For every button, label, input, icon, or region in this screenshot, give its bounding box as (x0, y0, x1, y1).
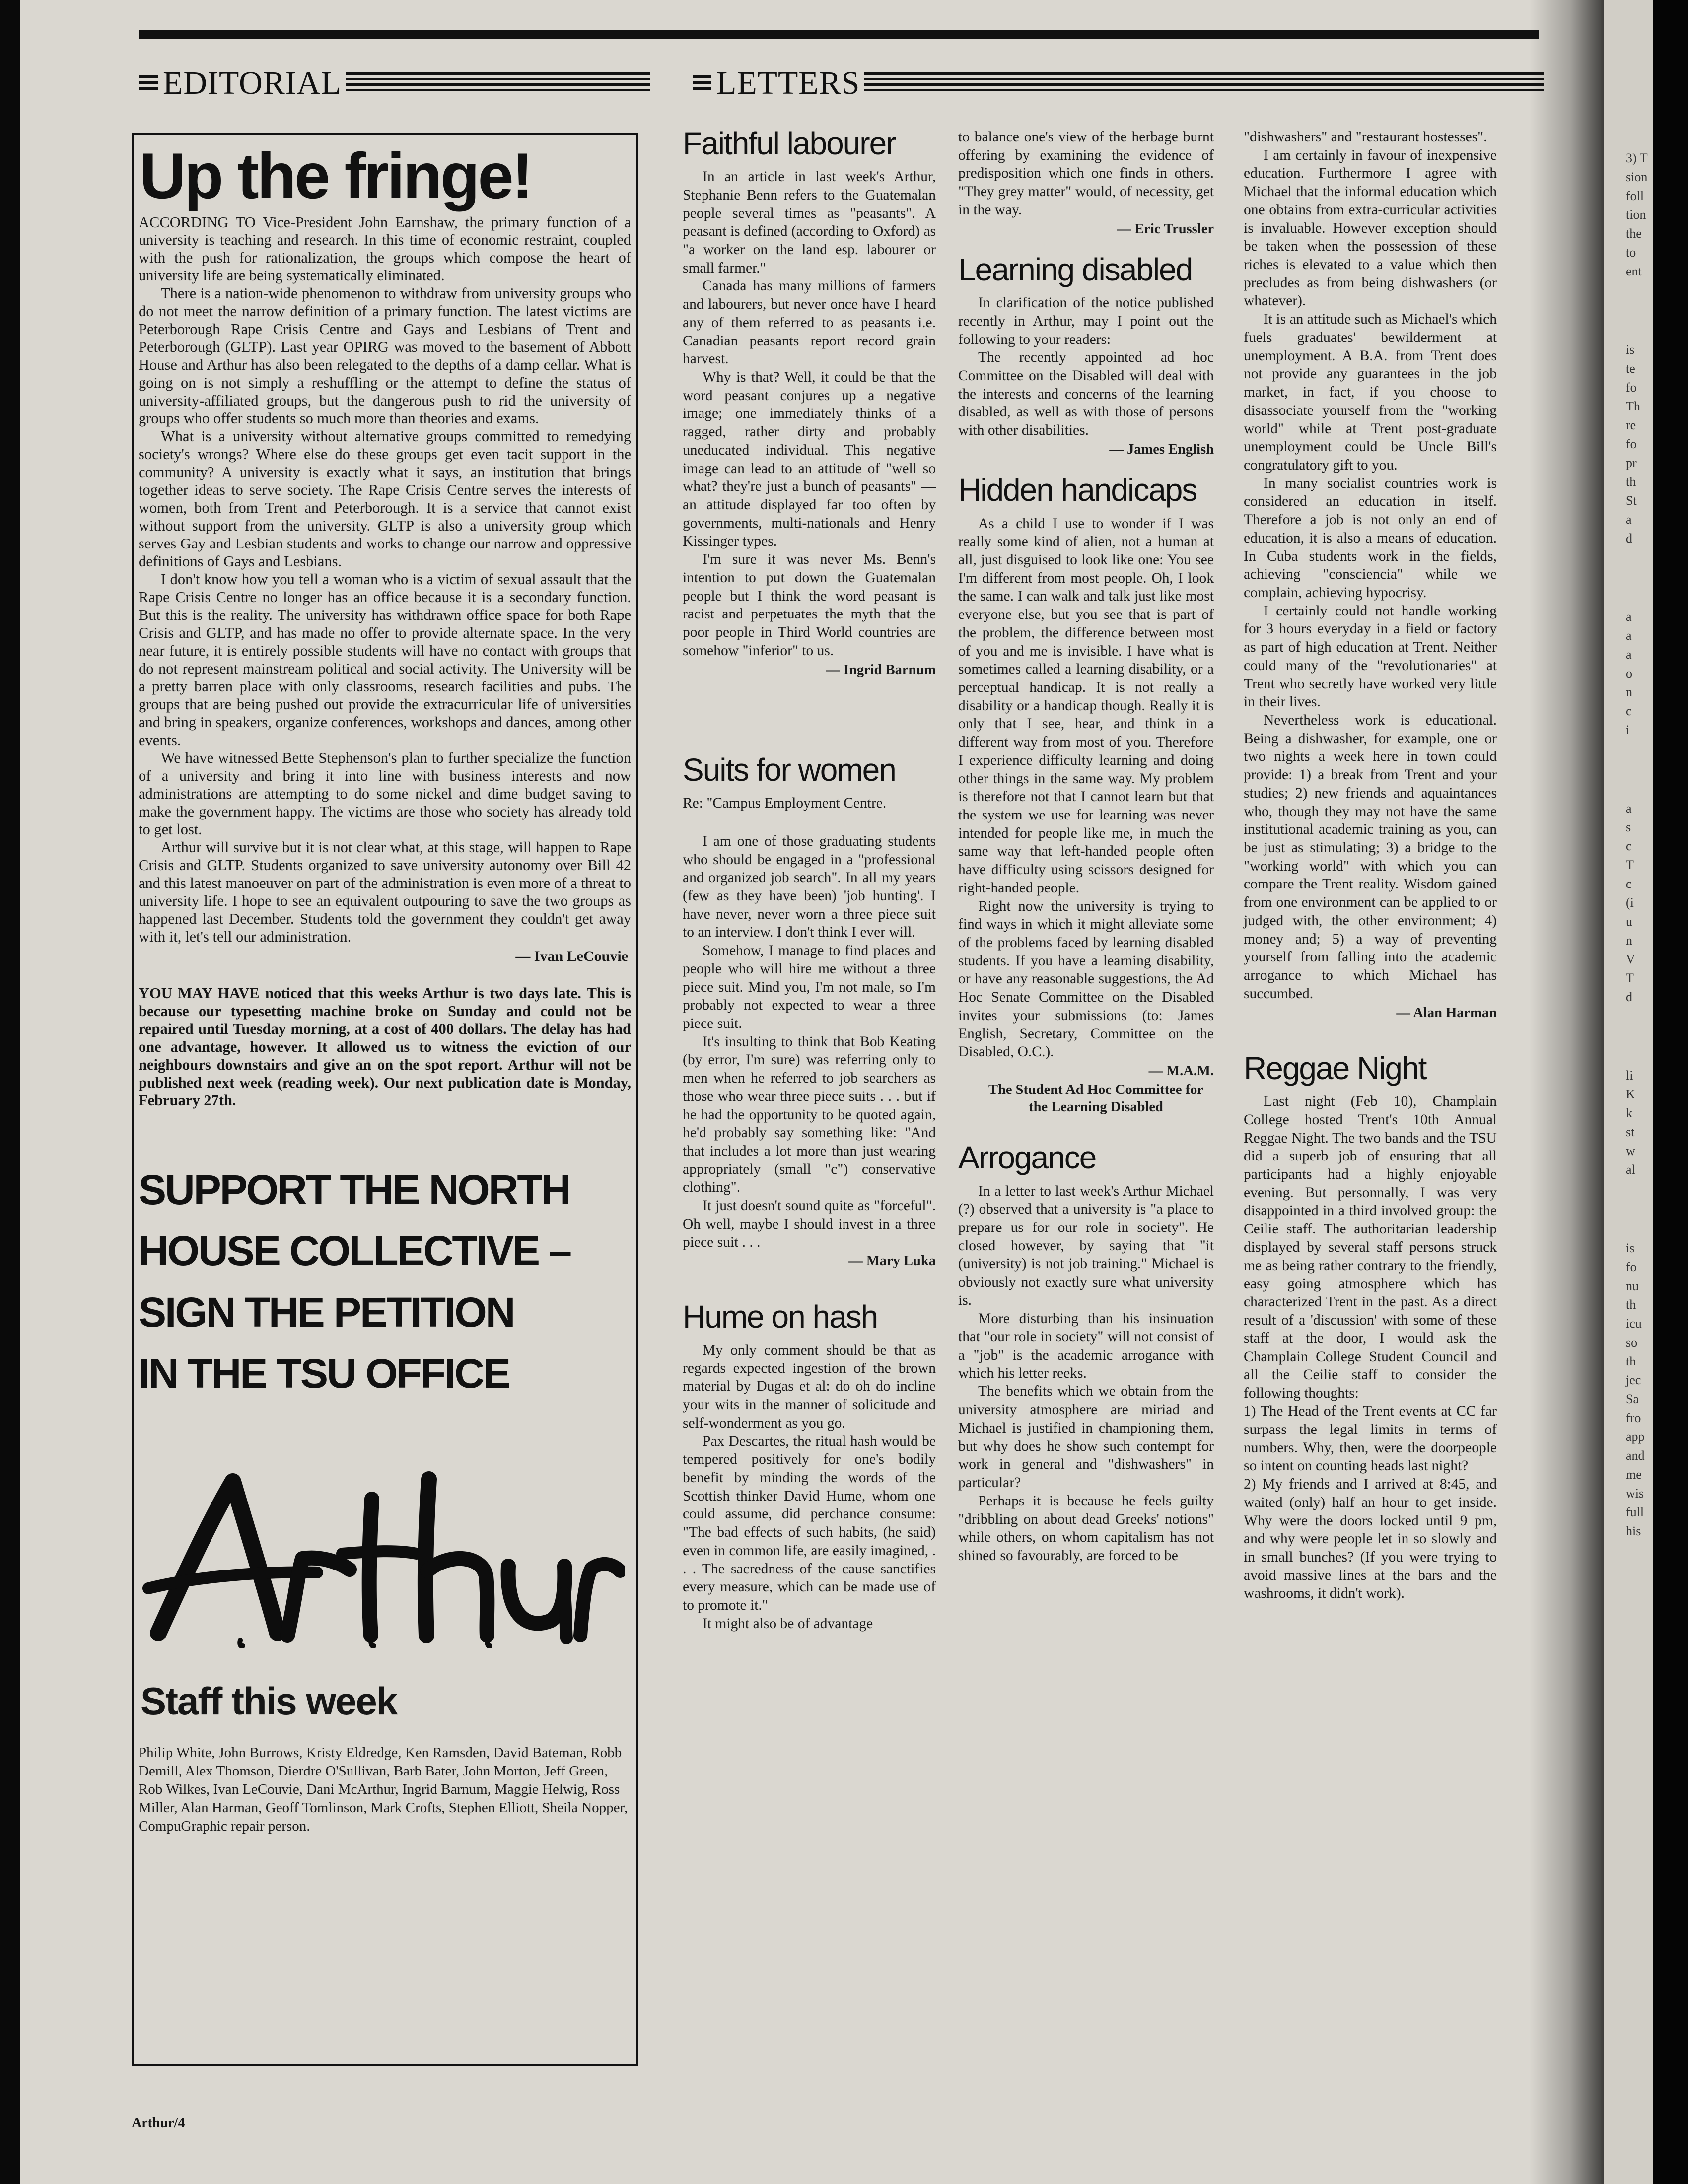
editorial-paragraph: We have witnessed Bette Stephenson's plan to further specialize the function of a university and bring it into line with business interests and now administrations are attempting to do some nickel and dime budget saving to make the government happy. The victims are those who society has already told to get lost. (139, 750, 631, 838)
letter-paragraph: 1) The Head of the Trent events at CC far surpass the legal limits in terms of numbers. Why, then, were the doorpeople so intent on counting heads last night? (1244, 1403, 1497, 1474)
letter-paragraph: As a child I use to wonder if I was really some kind of alien, not a human at all, just disguised to look like one: You see I'm different from most people. Oh, I look the same. I can walk and talk just like most everyone else, but you see that is part of the problem, the difference between most of you and me is invisible. I have what is sometimes called a learning disability, or a perceptual handicap. It is not really a disability or a handicap though. Really it is only that I see, hear, and think in a different way from most of you. Therefore I experience difficulty learning and doing other things in the same way. My problem is therefore not that I cannot learn but that the system we use for learning was never intended for people like me, in much the same way that left-handed people often have difficulty using scissors designed for right-handed people. (958, 515, 1214, 896)
letters-label: LETTERS (716, 65, 860, 101)
letter-paragraph: It might also be of advantage (703, 1615, 873, 1632)
adjacent-page-fragment: fro (1626, 1411, 1641, 1425)
adjacent-page-fragment: fo (1626, 1260, 1637, 1274)
page-fold-shadow (1529, 0, 1604, 2184)
staff-title: Staff this week (141, 1679, 397, 1723)
scan-edge (1653, 0, 1688, 2184)
letter-signature: — James English (1109, 441, 1214, 457)
adjacent-page-fragment: n (1626, 685, 1632, 699)
letter-paragraph: to balance one's view of the herbage burnt offering by examining the evidence of predisposition which one finds in others. "They grey matter" would, of necessity, get in the way. (958, 129, 1214, 218)
staff-list: Philip White, John Burrows, Kristy Eldredge, Ken Ramsden, David Bateman, Robb Demill, Alex Thomson, Dierdre O'Sullivan, Barb Bater, John Morton, Jeff Green, Rob Wilkes, Ivan LeCouvie, Dani McArthur, Ingrid Barnum, Maggie Helwig, Ross Miller, Alan Harman, Geoff Tomlinson, Mark Crofts, Stephen Elliott, Sheila Nopper, CompuGraphic repair person. (139, 1744, 628, 1835)
letter-paragraph: Canada has many millions of farmers and labourers, but never once have I heard any of them referred to as peasants i.e. Canadian peasants report record grain harvest. (683, 278, 936, 367)
letter-title: Reggae Night (1244, 1050, 1426, 1086)
adjacent-page-fragment: ent (1626, 264, 1642, 278)
letter-paragraph: In clarification of the notice published recently in Arthur, may I point out the following to your readers: (958, 295, 1214, 347)
letter-paragraph: My only comment should be that as regards expected ingestion of the brown material by Dugas et al: do oh do incline your wits in the manner of solicitude and self-wonderment as you go. (683, 1342, 936, 1431)
letter-paragraph: Somehow, I manage to find places and people who will hire me without a three piece suit. Mind you, I'm not male, so I'm probably not expected to wear a three piece suit. (683, 943, 936, 1031)
adjacent-page-fragment: c (1626, 877, 1632, 891)
adjacent-page-fragment: a (1626, 610, 1632, 624)
adjacent-page-fragment: me (1626, 1467, 1642, 1482)
letter-title: Hume on hash (683, 1298, 878, 1335)
petition-notice (139, 1160, 631, 1405)
letter-paragraph: It's insulting to think that Bob Keating (by error, I'm sure) was referring only to men when he referred to job searchers as those who wear three piece suits . . . but if he had the opportunity to be quoted again, he'd probably say something like: "And that includes a lot more than just wearing appropriately (small "c") conservative clothing". (683, 1033, 936, 1196)
letter-paragraph: Nevertheless work is educational. Being a dishwasher, for example, one or two nights a week here in town could provide: 1) a break from Trent and your studies; 2) new friends and aquaintances who, though they may not have the same institutional academic training as you, can be just as stimulating; 3) a bridge to the "working world" with which you can compare the Trent reality. Wisdom gained from one environment can be applied to or judged with, the other environment; 4) money and; 5) a way of preventing yourself from falling into the academic arrogance to which Michael has succumbed. (1244, 712, 1497, 1002)
adjacent-page-fragment: th (1626, 475, 1636, 489)
adjacent-page-fragment: full (1626, 1505, 1644, 1519)
letter-paragraph: The recently appointed ad hoc Committee on the Disabled will deal with the interests and concerns of the learning disabled, as well as with those of persons with other disabilities. (958, 349, 1214, 439)
adjacent-page-text (1626, 149, 1648, 1541)
letter-paragraph: 2) My friends and I arrived at 8:45, and waited (only) half an hour to get inside. Why were the doors locked until 9 pm, and why were people let in so slowly and in small bunches? (If you were trying to avoid massive lines at the bars and the washrooms, it didn't work). (1244, 1476, 1497, 1602)
adjacent-page-fragment: a (1626, 628, 1632, 643)
adjacent-page-fragment: St (1626, 493, 1637, 508)
arthur-logo-text (625, 1469, 626, 1470)
letter-title: Hidden handicaps (958, 472, 1197, 508)
adjacent-page-fragment: V (1626, 952, 1635, 966)
editorial-body (139, 214, 631, 946)
editorial-paragraph: What is a university without alternative groups committed to remedying society's wrongs? Where else do these groups get even tacit support in the community? A university is exactly what it says, an institution that brings together ideas to serve society. The Rape Crisis Centre serves the interests of women, both from Trent and Peterborough. It is a service that cannot exist without support from the university. GLTP is also a university group which serves Gay and Lesbian students and works to change our narrow and oppressive definitions of Gays and Lesbians. (139, 428, 631, 570)
adjacent-page-fragment: so (1626, 1335, 1638, 1350)
petition-line: SIGN THE PETITION (139, 1289, 514, 1336)
header-rule-mark (139, 75, 158, 92)
adjacent-page-fragment: o (1626, 666, 1632, 681)
letters-column-3 (1244, 128, 1497, 1603)
editorial-signature: — Ivan LeCouvie (515, 948, 628, 964)
adjacent-page-fragment: i (1626, 723, 1630, 737)
letter-signature-committee: The Student Ad Hoc Committee for the Learning Disabled (988, 1082, 1203, 1115)
adjacent-page-fragment: pr (1626, 456, 1637, 470)
adjacent-page-fragment: to (1626, 245, 1636, 260)
adjacent-page-fragment: fo (1626, 380, 1637, 395)
letter-title: Arrogance (958, 1140, 1096, 1176)
letters-column-1 (683, 127, 936, 1633)
editorial-headline: Up the fringe! (140, 139, 531, 212)
editorial-paragraph: There is a nation-wide phenomenon to withdraw from university groups who do not meet the narrow definition of a primary function. The latest victims are Peterborough Rape Crisis Centre and Gays and Lesbians of Trent and Peterborough (GLTP). Last year OPIRG was moved to the basement of Abbott House and Arthur has also been relegated to the depths of a damp cellar. What is going on is not simply a reshuffling or the attempt to define the status of university-affiliated groups, but the dangerous push to rid the university of groups who offer students so much more than theories and exams. (139, 285, 631, 427)
adjacent-page-fragment: li (1626, 1068, 1633, 1083)
adjacent-page-fragment: c (1626, 839, 1632, 853)
letter-paragraph: Why is that? Well, it could be that the word peasant conjures up a negative image; one immediately thinks of a ragged, rather dirty and probably uneducated individual. This negative image can lead to an attitude of "well so what? they're just a bunch of peasants" — an attitude displayed far too often by governments, multi-nationals and Henry Kissinger types. (683, 369, 936, 549)
adjacent-page-fragment: K (1626, 1087, 1635, 1101)
adjacent-page-fragment: d (1626, 990, 1632, 1004)
letter-title: Learning disabled (958, 252, 1193, 288)
header-rule-lines (864, 72, 1544, 94)
adjacent-page-fragment: st (1626, 1125, 1635, 1139)
adjacent-page-fragment: 3) T (1626, 151, 1648, 165)
adjacent-page-fragment: is (1626, 342, 1635, 357)
letter-paragraph: It is an attitude such as Michael's which fuels graduates' bewilderment at unemployment. A B.A. from Trent does not provide any guarantees in the job market, in fact, if you choose to disassociate yourself from the "working world" while at Trent post-graduate unemployment could be Uncle Bill's congratulatory gift to you. (1244, 311, 1497, 473)
petition-line: SUPPORT THE NORTH (139, 1166, 570, 1213)
arthur-logo (139, 1469, 631, 1648)
letter-paragraph: Last night (Feb 10), Champlain College hosted Trent's 10th Annual Reggae Night. The two bands and the TSU did a superb job of ensuring that all participants had a highly enjoyable evening. But personnally, I was very disappointed in a third involved group: the Ceilie staff. The authoritarian leadership displayed by several staff persons struck me as being rather contrary to the friendly, easy going atmosphere which has characterized Trent in the past. As a direct result of a 'discussion' with some of these staff at the door, I would ask the Champlain College Student Council and all the Ceilie staff to consider the following thoughts: (1244, 1093, 1497, 1401)
letter-paragraph: Right now the university is trying to find ways in which it might alleviate some of the problems faced by learning disabled students. If you have a learning disability, or have any reasonable suggestions, the Ad Hoc Senate Committee on the Disabled invites your submissions (to: James English, Secretary, Committee on the Disabled, O.C.). (958, 898, 1214, 1060)
adjacent-page-fragment: a (1626, 801, 1632, 816)
letter-paragraph: I am certainly in favour of inexpensive education. Furthermore I agree with Michael that the informal education which one obtains from extra-curricular activities is invaluable. However exception should be taken when the possession of these riches is elevated to a value which then precludes as from being dishwashers (or whatever). (1244, 147, 1497, 309)
letter-signature: — Ingrid Barnum (826, 662, 936, 678)
adjacent-page-fragment: app (1626, 1430, 1645, 1444)
adjacent-page-fragment: the (1626, 226, 1642, 241)
adjacent-page-fragment: c (1626, 704, 1632, 718)
letter-paragraph: Pax Descartes, the ritual hash would be tempered positively for one's bodily benefit by minding the words of the Scottish thinker David Hume, whom one could assume, did perchance consume: "The bad effects of such habits, (he said) even in common life, are easily imagined, . . . The sacredness of the cause sanctifies every measure, which can be made use of to promote it." (683, 1433, 936, 1613)
letters-section-header (693, 64, 1544, 103)
petition-line: HOUSE COLLECTIVE – (139, 1228, 571, 1275)
letter-title: Suits for women (683, 751, 896, 788)
adjacent-page-fragment: n (1626, 933, 1632, 948)
adjacent-page-fragment: a (1626, 512, 1632, 527)
adjacent-page-fragment: s (1626, 820, 1631, 834)
letter-reference: Re: "Campus Employment Centre. (683, 795, 887, 812)
adjacent-page-fragment: th (1626, 1297, 1636, 1312)
adjacent-page-fragment: d (1626, 531, 1632, 546)
header-rule-mark (693, 75, 711, 92)
adjacent-page-fragment: re (1626, 418, 1636, 432)
adjacent-page-fragment: te (1626, 361, 1635, 376)
letter-title: Faithful labourer (683, 126, 896, 161)
letter-paragraph: I'm sure it was never Ms. Benn's intention to put down the Guatemalan people but I think the word peasant is racist and perpetuates the myth that the poor people in Third World countries are somehow "inferior" to us. (683, 551, 936, 659)
letter-paragraph: I am one of those graduating students who should be engaged in a "professional and organized job search". In all my years (few as they have been) 'job hunting'. I have never, never worn a three piece suit to an interview. I don't think I ever will. (683, 833, 936, 941)
letter-paragraph: In an article in last week's Arthur, Stephanie Benn refers to the Guatemalan people several times as "peasants". A peasant is defined (according to Oxford) as "a worker on the land esp. labourer or small farmer." (683, 169, 936, 276)
letter-signature: — Eric Trussler (1117, 221, 1214, 237)
adjacent-page-fragment: icu (1626, 1316, 1642, 1331)
adjacent-page-fragment: T (1626, 971, 1634, 985)
adjacent-page-fragment: tion (1626, 207, 1646, 222)
editorial-box (132, 133, 638, 2066)
adjacent-page-fragment: u (1626, 914, 1632, 929)
late-issue-notice: YOU MAY HAVE noticed that this weeks Arthur is two days late. This is because our typesetting machine broke on Sunday and could not be repaired until Tuesday morning, at a cost of 400 dollars. The delay has had one advantage, however. It allowed us to witness the eviction of our neighbours downstairs and give an on the spot report. Arthur will not be published next week (reading week). Our next publication date is Monday, February 27th. (139, 984, 631, 1109)
page-folio: Arthur/4 (132, 2116, 185, 2131)
arthur-logo-graphic (139, 1469, 625, 1648)
adjacent-page-fragment: jec (1626, 1373, 1641, 1387)
adjacent-page-fragment: al (1626, 1162, 1635, 1177)
top-rule (139, 30, 1539, 39)
letter-signature: — Alan Harman (1396, 1005, 1497, 1021)
adjacent-page-fragment: T (1626, 858, 1634, 872)
adjacent-page-fragment: foll (1626, 189, 1644, 203)
adjacent-page-fragment: w (1626, 1144, 1635, 1158)
editorial-section-header (139, 64, 650, 103)
adjacent-page-fragment: k (1626, 1106, 1632, 1120)
adjacent-page-fragment: and (1626, 1448, 1645, 1463)
editorial-paragraph: Arthur will survive but it is not clear what, at this stage, will happen to Rape Crisis and GLTP. Students organized to save university autonomy over Bill 42 and this latest manoeuver on part of the administration is even more of a threat to university life. I hope to see an equivalent outpouring to save the two groups as happened last December. Students told the government they couldn't get away with it, let's tell our administration. (139, 838, 631, 945)
header-rule-lines (346, 72, 650, 94)
petition-line: IN THE TSU OFFICE (139, 1350, 509, 1397)
letter-paragraph: The benefits which we obtain from the university atmosphere are miriad and Michael is justified in championing them, but why does he show such contempt for work in general and "dishwashers" in particular? (958, 1383, 1214, 1491)
editorial-paragraph: ACCORDING TO Vice-President John Earnshaw, the primary function of a university is teaching and research. In this time of economic restraint, coupled with the push for rationalization, the groups which compose the heart of university life are being systematically eliminated. (139, 213, 631, 284)
editorial-paragraph: I don't know how you tell a woman who is a victim of sexual assault that the Rape Crisis Centre no longer has an office because it is a secondary function. But this is the reality. The university has withdrawn office space for both Rape Crisis and GLTP, and has made no offer to provide alternate space. In the very near future, it is entirely possible students will have no contact with groups that do not represent mainstream political and social activity. The University will be a pretty barren place with only classrooms, research facilities and pubs. The groups that are being pushed out provide the extracurricular life of universities and bring in speakers, organize conferences, workshops and dances, among other events. (139, 571, 631, 749)
adjacent-page-fragment: (i (1626, 895, 1634, 910)
letter-paragraph: In a letter to last week's Arthur Michael (?) observed that a university is "a place to prepare us for our role in society". He closed however, by saying that "it (university) is not job training." Michael is obviously not exactly sure what university is. (958, 1183, 1214, 1308)
adjacent-page-fragment: fo (1626, 437, 1637, 451)
adjacent-page-fragment: th (1626, 1354, 1636, 1368)
letter-paragraph: I certainly could not handle working for 3 hours everyday in a field or factory as part of high education at Trent. Neither could many of the "revolutionaries" at Trent who secretly have worked very little in their lives. (1244, 603, 1497, 710)
letter-paragraph: In many socialist countries work is considered an education in itself. Therefore a job is not only an end of education, it is also a means of education. In Cuba students work in the fields, achieving "consciencia" while we complain, achieving hypocrisy. (1244, 475, 1497, 601)
adjacent-page-fragment: nu (1626, 1279, 1639, 1293)
adjacent-page-fragment: Th (1626, 399, 1640, 413)
adjacent-page-fragment: a (1626, 647, 1632, 662)
adjacent-page-fragment: sion (1626, 170, 1648, 184)
letter-paragraph: Perhaps it is because he feels guilty "dribbling on about dead Greeks' notions" while others, on whom capitalism has not shined so favourably, are forced to be (958, 1493, 1214, 1564)
adjacent-page-fragment: Sa (1626, 1392, 1639, 1406)
adjacent-page-fragment: is (1626, 1241, 1635, 1255)
adjacent-page-fragment: his (1626, 1524, 1641, 1538)
letter-signature: — Mary Luka (848, 1253, 936, 1269)
letter-paragraph: More disturbing than his insinuation that "our role in society" will not consist of a "job" is the academic arrogance with which his letter reeks. (958, 1310, 1214, 1381)
letter-signature: — M.A.M. (1148, 1063, 1214, 1079)
letter-paragraph: "dishwashers" and "restaurant hostesses". (1244, 129, 1487, 145)
letters-column-2 (958, 128, 1214, 1565)
editorial-label: EDITORIAL (163, 65, 342, 101)
letter-paragraph: It just doesn't sound quite as "forceful". Oh well, maybe I should invest in a three piece suit . . . (683, 1198, 936, 1250)
adjacent-page-fragment: wis (1626, 1486, 1644, 1501)
